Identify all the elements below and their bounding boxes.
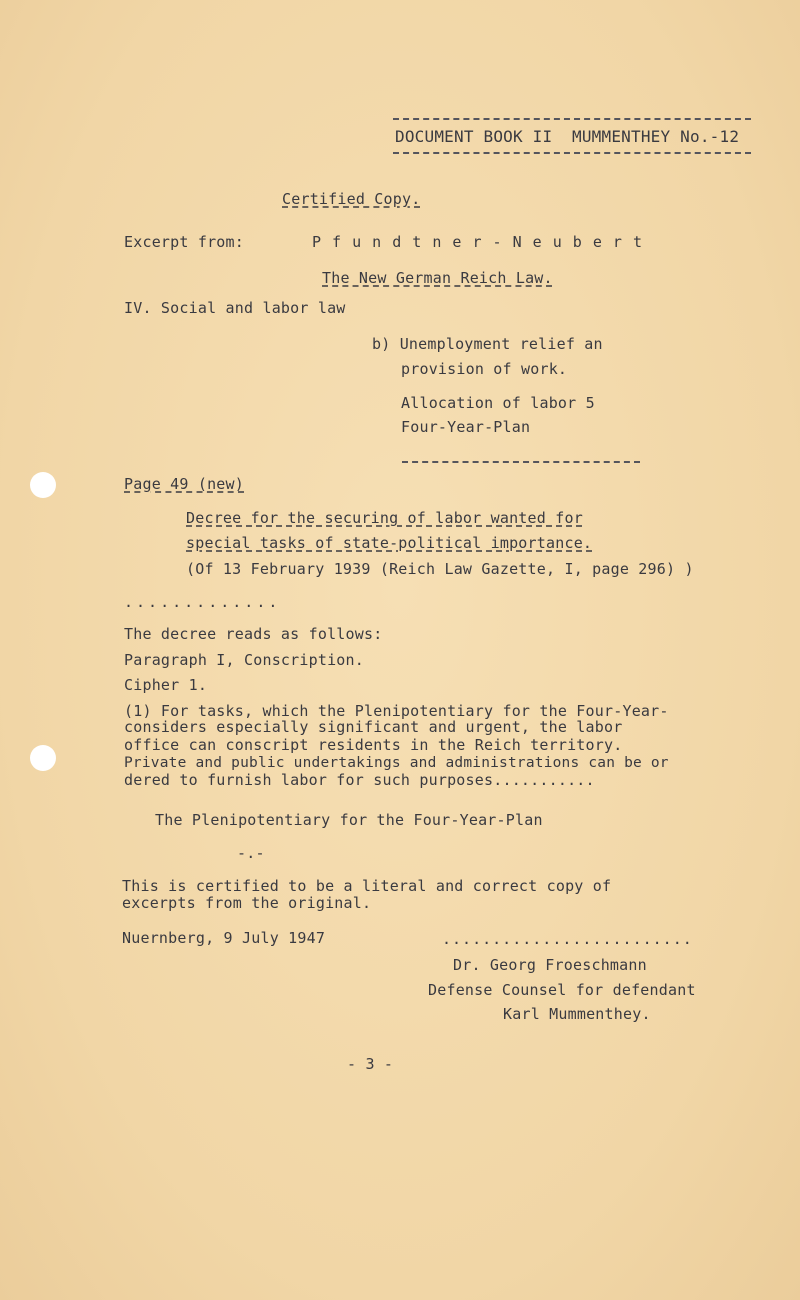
signer-client: Karl Mummenthey. [503,1005,651,1023]
document-title: Certified Copy. [282,190,421,208]
signer-name: Dr. Georg Froeschmann [453,956,647,974]
signature-line: ......................... [442,930,693,948]
punch-hole [30,745,56,771]
document-reference: DOCUMENT BOOK II MUMMENTHEY No.-12 [395,127,740,146]
decree-text-line: Private and public undertakings and administrations can be or [124,755,669,771]
certification-line: This is certified to be a literal and correct copy of [122,877,612,895]
page-reference: Page 49 (new) [124,475,244,493]
decree-date: (Of 13 February 1939 (Reich Law Gazette, I, page 296) ) [186,560,694,578]
decree-signatory: The Plenipotentiary for the Four-Year-Plan [155,811,543,829]
header-rule-top [393,118,751,120]
decree-text-line: dered to furnish labor for such purposes........... [124,771,595,789]
section-heading: IV. Social and labor law [124,299,346,317]
subsection-line: Four-Year-Plan [401,418,531,436]
subsection-line: provision of work. [401,360,568,378]
place-date: Nuernberg, 9 July 1947 [122,929,326,947]
signer-role: Defense Counsel for defendant [428,981,696,999]
decree-title: special tasks of state-political importance. [186,534,593,552]
page-number: - 3 - [347,1055,394,1073]
decree-text-line: (1) For tasks, which the Plenipotentiary for the Four-Year- [124,702,669,720]
decree-title: Decree for the securing of labor wanted for [186,509,583,527]
subsection-line: b) Unemployment relief an [372,335,603,353]
decree-text-line: office can conscript residents in the Reich territory. [124,736,623,754]
end-mark: -.- [237,844,265,862]
excerpt-work: The New German Reich Law. [322,269,553,287]
decree-intro: The decree reads as follows: [124,625,383,643]
punch-hole [30,472,56,498]
subsection-line: Allocation of labor 5 [401,394,595,412]
decree-text-line: considers especially significant and urgent, the labor [124,718,623,736]
subsection-rule [402,461,640,463]
decree-paragraph: Paragraph I, Conscription. [124,651,364,669]
excerpt-label: Excerpt from: [124,233,244,251]
ellipsis-dots: ............. [124,593,281,611]
header-rule-bottom [393,152,751,154]
decree-cipher: Cipher 1. [124,676,208,694]
excerpt-authors: P f u n d t n e r - N e u b e r t [312,233,644,251]
certification-line: excerpts from the original. [122,894,372,912]
